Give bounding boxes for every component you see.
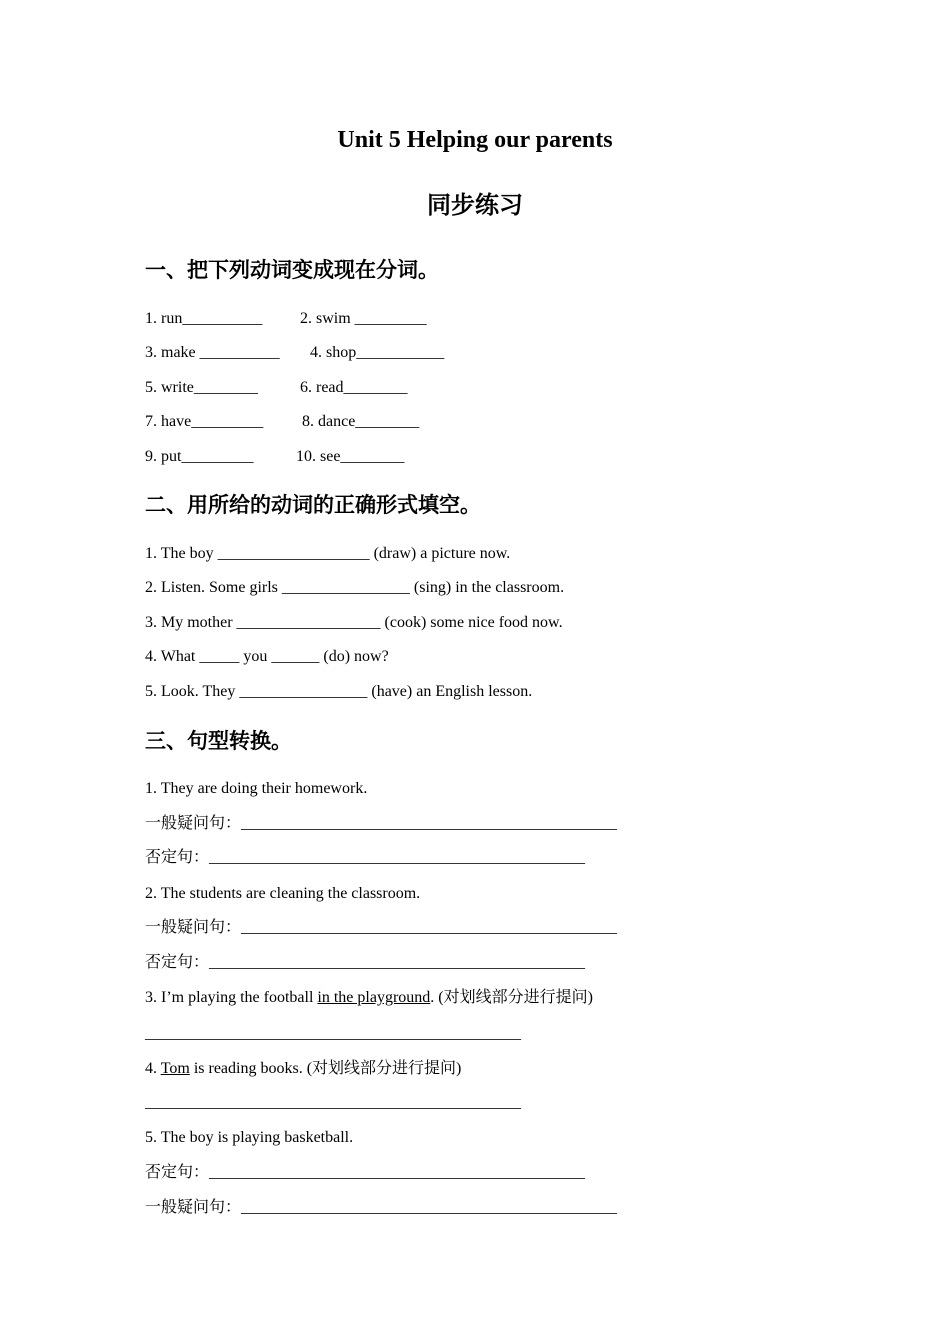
transform-item-4-prefix: 4. (145, 1060, 161, 1077)
transform-item-5-question-line: 一般疑问句：_______________________________________________ (145, 1199, 618, 1216)
document-subtitle: 同步练习 (427, 193, 523, 219)
transform-item-4-sentence (145, 1059, 461, 1079)
verb-item-8: 8. dance________ (302, 413, 420, 430)
verb-item-9: 9. put_________ (145, 448, 254, 465)
transform-item-3-answer-line: _______________________________________________ (145, 1025, 521, 1042)
section-2-heading: 二、用所给的动词的正确形式填空。 (145, 493, 481, 517)
transform-item-3-prefix: 3. I’m playing the football (145, 989, 318, 1006)
fill-blank-item-2: 2. Listen. Some girls ________________ (sing) in the classroom. (145, 579, 565, 596)
transform-item-4-underlined-word: Tom (160, 1060, 190, 1077)
transform-item-5-sentence: 5. The boy is playing basketball. (145, 1129, 354, 1146)
transform-item-1-sentence: 1. They are doing their homework. (145, 780, 368, 797)
transform-item-5-negative-line: 否定句：_______________________________________________ (145, 1164, 586, 1181)
fill-blank-item-1: 1. The boy ___________________ (draw) a picture now. (145, 545, 511, 562)
document-title: Unit 5 Helping our parents (337, 127, 613, 153)
fill-blank-item-3: 3. My mother __________________ (cook) some nice food now. (145, 614, 563, 631)
transform-item-3-underlined-phrase: in the playground (317, 989, 431, 1006)
transform-item-1-question-line: 一般疑问句：_______________________________________________ (145, 815, 618, 832)
verb-item-1: 1. run__________ (145, 310, 263, 327)
verb-item-5: 5. write________ (145, 379, 258, 396)
transform-item-4-suffix: is reading books. (对划线部分进行提问) (189, 1060, 462, 1077)
transform-item-2-sentence: 2. The students are cleaning the classroom. (145, 885, 421, 902)
transform-item-1-negative-line: 否定句：_______________________________________________ (145, 849, 586, 866)
section-3-heading: 三、句型转换。 (145, 729, 292, 753)
section-1-heading: 一、把下列动词变成现在分词。 (145, 258, 439, 282)
verb-item-10: 10. see________ (296, 448, 405, 465)
fill-blank-item-5: 5. Look. They ________________ (have) an English lesson. (145, 683, 533, 700)
verb-item-7: 7. have_________ (145, 413, 264, 430)
verb-item-4: 4. shop___________ (310, 344, 445, 361)
verb-item-3: 3. make __________ (145, 344, 280, 361)
verb-item-6: 6. read________ (300, 379, 408, 396)
transform-item-3-suffix: . (对划线部分进行提问) (430, 989, 593, 1006)
transform-item-2-negative-line: 否定句：_______________________________________________ (145, 954, 586, 971)
transform-item-3-sentence (145, 988, 593, 1008)
verb-item-2: 2. swim _________ (300, 310, 427, 327)
transform-item-2-question-line: 一般疑问句：_______________________________________________ (145, 919, 618, 936)
fill-blank-item-4: 4. What _____ you ______ (do) now? (145, 648, 389, 665)
transform-item-4-answer-line: _______________________________________________ (145, 1094, 521, 1111)
